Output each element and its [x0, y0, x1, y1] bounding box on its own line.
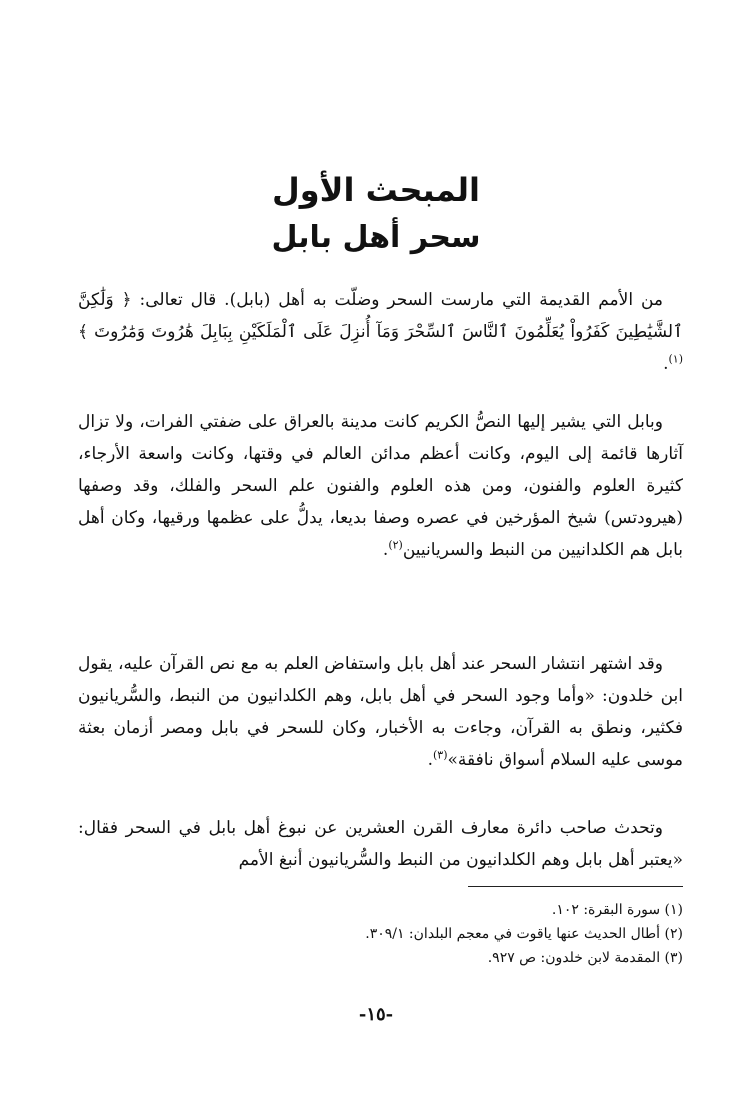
- section-title: المبحث الأول: [271, 171, 481, 209]
- paragraph-2-text: وبابل التي يشير إليها النصُّ الكريم كانت مدينة بالعراق على ضفتي الفرات، ولا تزال آثارها قائمة إلى اليوم، وكانت أعظم مدائن العالم في وقتها، وكانت واسعة الأرجاء، كثيرة العلوم والفنون، ومن هذه العلوم والفنون علم السحر والفلك، وقد وصفها (هيرودتس) شيخ المؤرخين في عصره وصفا بديعا، يدلُّ على عظمها ورقيها، وكان أهل بابل هم الكلدانيين من النبط والسريانيين: [78, 412, 683, 560]
- footnotes-list: [78, 898, 683, 970]
- footnote-ref-1: (١): [668, 352, 683, 366]
- paragraph-1-end: .: [663, 354, 669, 374]
- paragraph-4-text: وتحدث صاحب دائرة معارف القرن العشرين عن نبوغ أهل بابل في السحر فقال: «يعتبر أهل بابل وهم الكلدانيون من النبط والسُّريانيون أنبغ الأمم: [78, 818, 683, 870]
- paragraph-1: [78, 284, 683, 380]
- paragraph-3-end: .: [427, 750, 433, 770]
- footnote-ref-2: (٢): [388, 538, 403, 552]
- quran-verse: ﴿ وَلَٰكِنَّ ٱلشَّيَٰطِينَ كَفَرُواْ يُعَلِّمُونَ ٱلنَّاسَ ٱلسِّحْرَ وَمَآ أُنزِلَ عَلَى ٱلْمَلَكَيْنِ بِبَابِلَ هَٰرُوتَ وَمَٰرُوتَ ﴾: [78, 290, 683, 342]
- paragraph-2: [78, 406, 683, 566]
- footnote-ref-3: (٣): [432, 748, 448, 762]
- footnote-item: (٣) المقدمة لابن خلدون: ص ٩٢٧.: [487, 950, 683, 966]
- page-number: -١٥-: [358, 1004, 394, 1025]
- paragraph-3-text: وقد اشتهر انتشار السحر عند أهل بابل واستفاض العلم به مع نص القرآن عليه، يقول ابن خلدون: «وأما وجود السحر في أهل بابل، وهم الكلدانيون من النبط، والسُّريانيون فكثير، ونطق به القرآن، وجاءت به الأخبار، وكان للسحر في بابل ومصر أزمان بعثة موسى عليه السلام أسواق نافقة»: [78, 654, 683, 770]
- footnote-divider: [468, 886, 683, 887]
- paragraph-2-end: .: [382, 540, 389, 560]
- paragraph-3: [78, 648, 683, 776]
- section-subtitle: سحر أهل بابل: [271, 220, 481, 255]
- paragraph-4: [78, 812, 683, 876]
- paragraph-1-intro: من الأمم القديمة التي مارست السحر وضلّت به أهل (بابل). قال تعالى:: [139, 290, 663, 310]
- footnote-item: (٢) أطال الحديث عنها ياقوت في معجم البلدان: ٣٠٩/١.: [365, 926, 683, 942]
- footnote-item: (١) سورة البقرة: ١٠٢.: [551, 902, 683, 918]
